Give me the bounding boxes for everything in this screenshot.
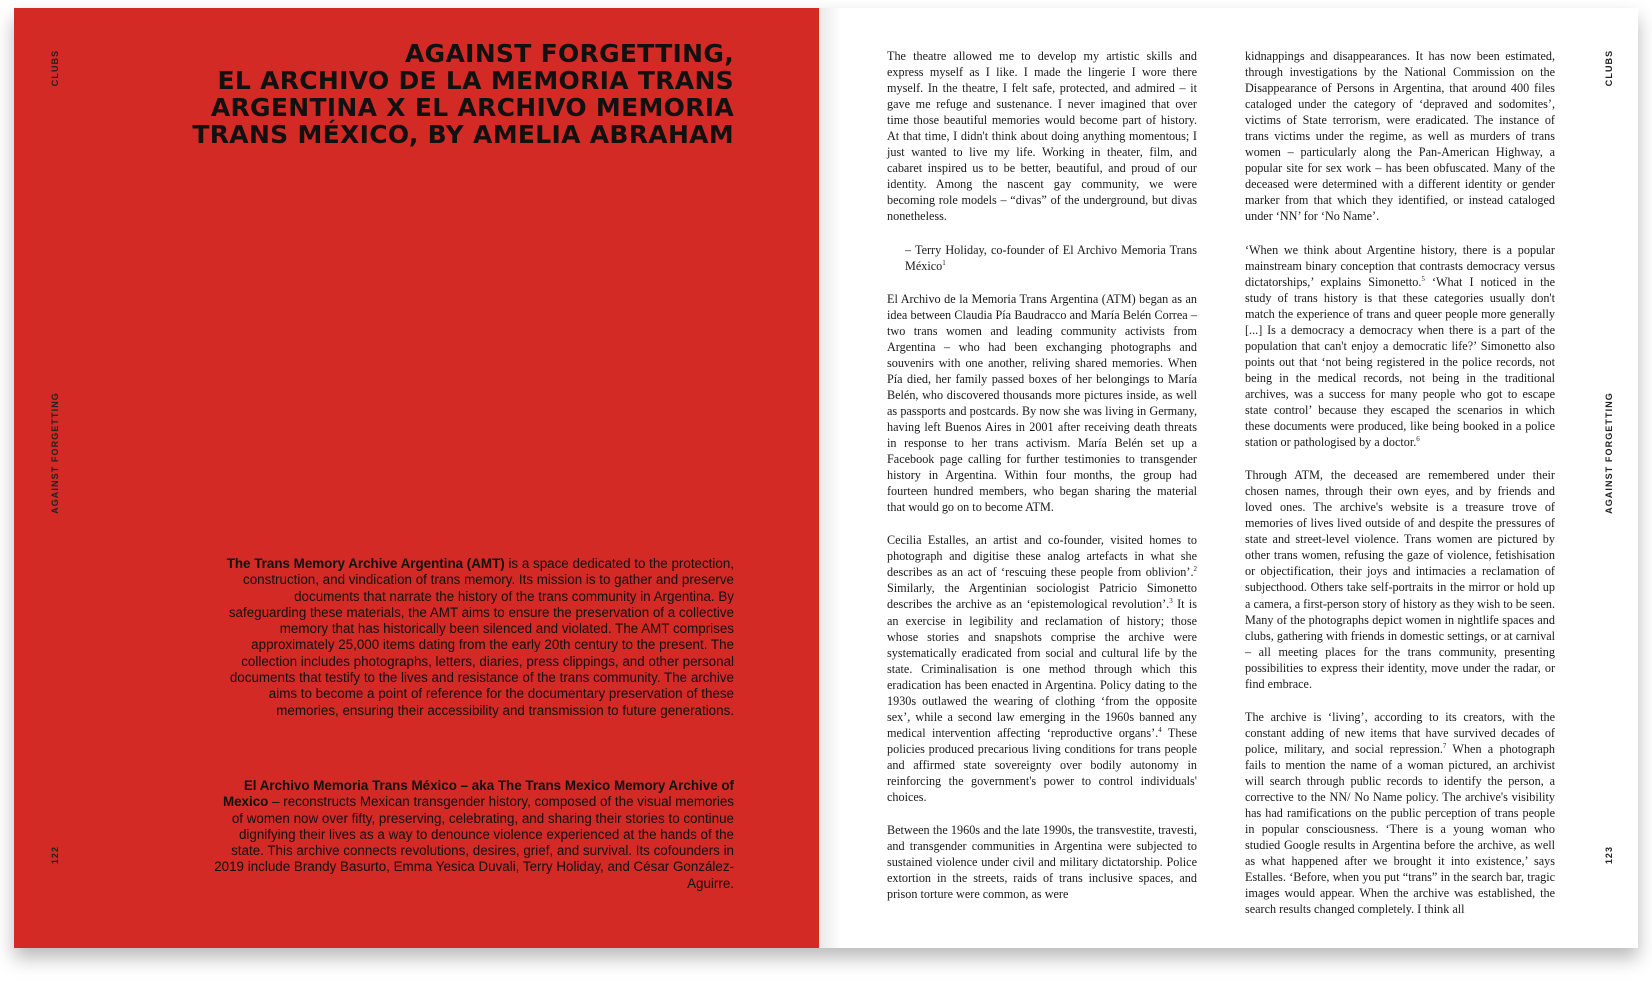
body-paragraph: Between the 1960s and the late 1990s, the transvestite, travesti, and transgender communities in Argentina were subjected to sustained violence under civil and military dictatorship. Police extortion in the streets, raids of trans inclusive spaces, and prison torture were common, as were bbox=[887, 823, 1197, 902]
title-line: TRANS MÉXICO, BY AMELIA ABRAHAM bbox=[192, 120, 734, 149]
right-page-number: 123 bbox=[1604, 845, 1614, 865]
attribution-text: – Terry Holiday, co-founder of El Archivo Memoria Trans México bbox=[905, 242, 1197, 273]
right-section-label: AGAINST FORGETTING bbox=[1604, 392, 1614, 514]
body-paragraph bbox=[887, 532, 1197, 805]
text-run: ‘What I noticed in the study of trans history is that these categories usually don't match the experience of trans and queer people more generally [...] Is a democracy a democracy when there is a part of the population that can't enjoy a democratic life?’ Simonetto also points out that ‘not being registered in the police records, not being in the medical records, not being in the traditional archives, was a success for many people who got to escape state control’ because they escaped the scenarios in which these documents were produced, like being booked in a police station or pathologised by a doctor. bbox=[1245, 274, 1555, 450]
epigraph-attribution bbox=[887, 242, 1197, 274]
title-line: ARGENTINA X EL ARCHIVO MEMORIA bbox=[210, 93, 734, 122]
footnote-ref: 4 bbox=[1158, 725, 1162, 734]
intro-paragraph-mexico bbox=[214, 778, 734, 892]
left-section-label: AGAINST FORGETTING bbox=[50, 392, 60, 514]
footnote-ref: 7 bbox=[1442, 741, 1447, 750]
article-title bbox=[94, 40, 734, 148]
intro-mexico-lead: El Archivo Memoria Trans México – aka The Trans Mexico Memory Archive of Mexico bbox=[222, 778, 734, 810]
intro-amt-lead: The Trans Memory Archive Argentina (AMT) bbox=[226, 556, 505, 571]
footnote-ref: 2 bbox=[1193, 565, 1197, 574]
body-paragraph: kidnappings and disappearances. It has now been estimated, through investigations by the National Commission on the Disappearance of Persons in Argentina, that around 400 files cataloged under the category of ‘depraved and sodomites’, victims of State terrorism, were eradicated. The instance of trans victims under the regime, as well as murders of trans women – particularly along the Pan-American Highway, a popular site for sex work – has been obfuscated. Many of the deceased were determined with a different identity or gender marker from that which they identified, or instead cataloged under ‘NN’ for ‘No Name’. bbox=[1245, 49, 1555, 224]
intro-mexico-text: – reconstructs Mexican transgender history, composed of the visual memories of women now over fifty, preserving, celebrating, and sharing their stories to continue dignifying their lives as a way to denounce violence experienced at the hands of the state. This archive connects revolutions, desires, grief, and survival. Its cofounders in 2019 include Brandy Basurto, Emma Yesica Duvali, Terry Holiday, and César González-Aguirre. bbox=[214, 794, 734, 891]
right-page bbox=[819, 8, 1638, 948]
text-run: When a photograph fails to mention the name of a woman pictured, an archivist will search through public records to identify the person, a corrective to the NN/ No Name policy. The archive's visibility has had ramifications on the public perception of trans people in popular consciousness. ‘There is a young woman who studied Google results in Argentina before the archive, as well as what happened after we brought it into existence,’ says Estalles. ‘Before, when you put “trans” in the search bar, tragic images would appear. When the archive was established, the search results changed completely. I think all bbox=[1245, 741, 1555, 917]
footnote-ref: 6 bbox=[1416, 435, 1420, 444]
text-run: Similarly, the Argentinian sociologist Patricio Simonetto describes the archive as an ‘epistemological revolution’. bbox=[887, 581, 1197, 612]
title-line: EL ARCHIVO DE LA MEMORIA TRANS bbox=[217, 66, 734, 95]
body-paragraph: El Archivo de la Memoria Trans Argentina (ATM) began as an idea between Claudia Pía Baudracco and María Belén Correa – two trans women and leading community activists from Argentina – who had been exchanging photographs and souvenirs with one another, reliving shared memories. When Pía died, her family passed boxes of her belongings to María Belén, who discovered thousands more pictures inside, as well as passports and postcards. By now she was living in Germany, having left Buenos Aires in 2001 after receiving death threats in response to her trans activism. María Belén set up a Facebook page calling for further testimonies to transgender history in Argentina. Within four months, the group had fourteen hundred members, who began sharing the material that would go on to become ATM. bbox=[887, 291, 1197, 515]
footnote-ref: 5 bbox=[1421, 274, 1425, 283]
intro-paragraph-amt bbox=[214, 556, 734, 719]
title-line: AGAINST FORGETTING, bbox=[404, 39, 734, 68]
text-run: The archive is ‘living’, according to its creators, with the constant adding of new items that have survived decades of police, military, and social repression. bbox=[1245, 709, 1555, 756]
right-running-head: CLUBS bbox=[1604, 49, 1614, 87]
footnote-ref: 1 bbox=[942, 258, 946, 267]
left-page-number: 122 bbox=[50, 845, 60, 865]
text-column-1 bbox=[887, 48, 1197, 919]
footnote-ref: 3 bbox=[1169, 597, 1173, 606]
body-paragraph bbox=[1245, 242, 1555, 451]
epigraph-quote: The theatre allowed me to develop my artistic skills and express myself as I like. I made the lingerie I wore there myself. In the theatre, I felt safe, protected, and admired – it gave me refuge and sustenance. I never imagined that over time those beautiful memories would become part of history. At that time, I didn't think about doing anything momentous; I just wanted to live my life. Working in theater, film, and cabaret inspired us to be better, beautiful, and proud of our identity. Among the nascent gay community, we were becoming role models – “divas” of the underground, but divas nonetheless. bbox=[887, 49, 1197, 224]
text-run: It is an exercise in legibility and reclamation of history; those whose stories and snapshots comprise the archive were systematically eradicated from social and cultural life by the state. Criminalisation is one method through which this eradication has been enacted in Argentina. Policy dating to the 1930s outlawed the wearing of clothing ‘from the opposite sex’, while a second law emerging in the 1960s banned any medical intervention affecting ‘reproductive organs’. bbox=[887, 597, 1197, 740]
body-paragraph bbox=[1245, 709, 1555, 918]
intro-amt-text: is a space dedicated to the protection, construction, and vindication of trans memory. Its mission is to gather and preserve documents that narrate the history of the trans community in Argentina. By safeguarding these materials, the AMT aims to ensure the preservation of a collective memory that has historically been silenced and violated. The AMT comprises approximately 25,000 items dating from the early 20th century to the present. The collection includes photographs, letters, diaries, press clippings, and other personal documents that testify to the lives and resistance of the trans community. The archive aims to become a point of reference for the documentary preservation of these memories, ensuring their accessibility and transmission to future generations. bbox=[228, 556, 734, 718]
text-run: ‘When we think about Argentine history, there is a popular mainstream binary conception that contrasts democracy versus dictatorships,’ explains Simonetto. bbox=[1245, 242, 1555, 289]
book-spread bbox=[14, 8, 1638, 948]
left-page bbox=[14, 8, 819, 948]
text-run: These policies produced precarious living conditions for trans people and affirmed state sovereignty over bodily autonomy in reinforcing the government's power to control individuals' choices. bbox=[887, 725, 1197, 805]
left-running-head: CLUBS bbox=[50, 49, 60, 87]
text-column-2 bbox=[1245, 48, 1555, 934]
body-paragraph: Through ATM, the deceased are remembered under their chosen names, through their own eyes, and by friends and loved ones. The archive's website is a treasure trove of memories of lives lived outside of and despite the pressures of state and street-level violence. Trans women are pictured by other trans women, refusing the gaze of violence, fetishisation or objectification, their joys and intimacies a reclamation of subjecthood. Others take self-portraits in the mirror or hold up a camera, a first-person story of history as they wish to be seen. Many of the photographs depict women in nightlife spaces and clubs, gathering with friends in domestic settings, or at carnival – all meeting places for the trans community, presenting possibilities to express their identity, move under the radar, or find embrace. bbox=[1245, 468, 1556, 691]
text-run: Cecilia Estalles, an artist and co-founder, visited homes to photograph and digitise these analog artefacts in what she describes as an act of ‘rescuing these people from oblivion’. bbox=[887, 533, 1197, 580]
